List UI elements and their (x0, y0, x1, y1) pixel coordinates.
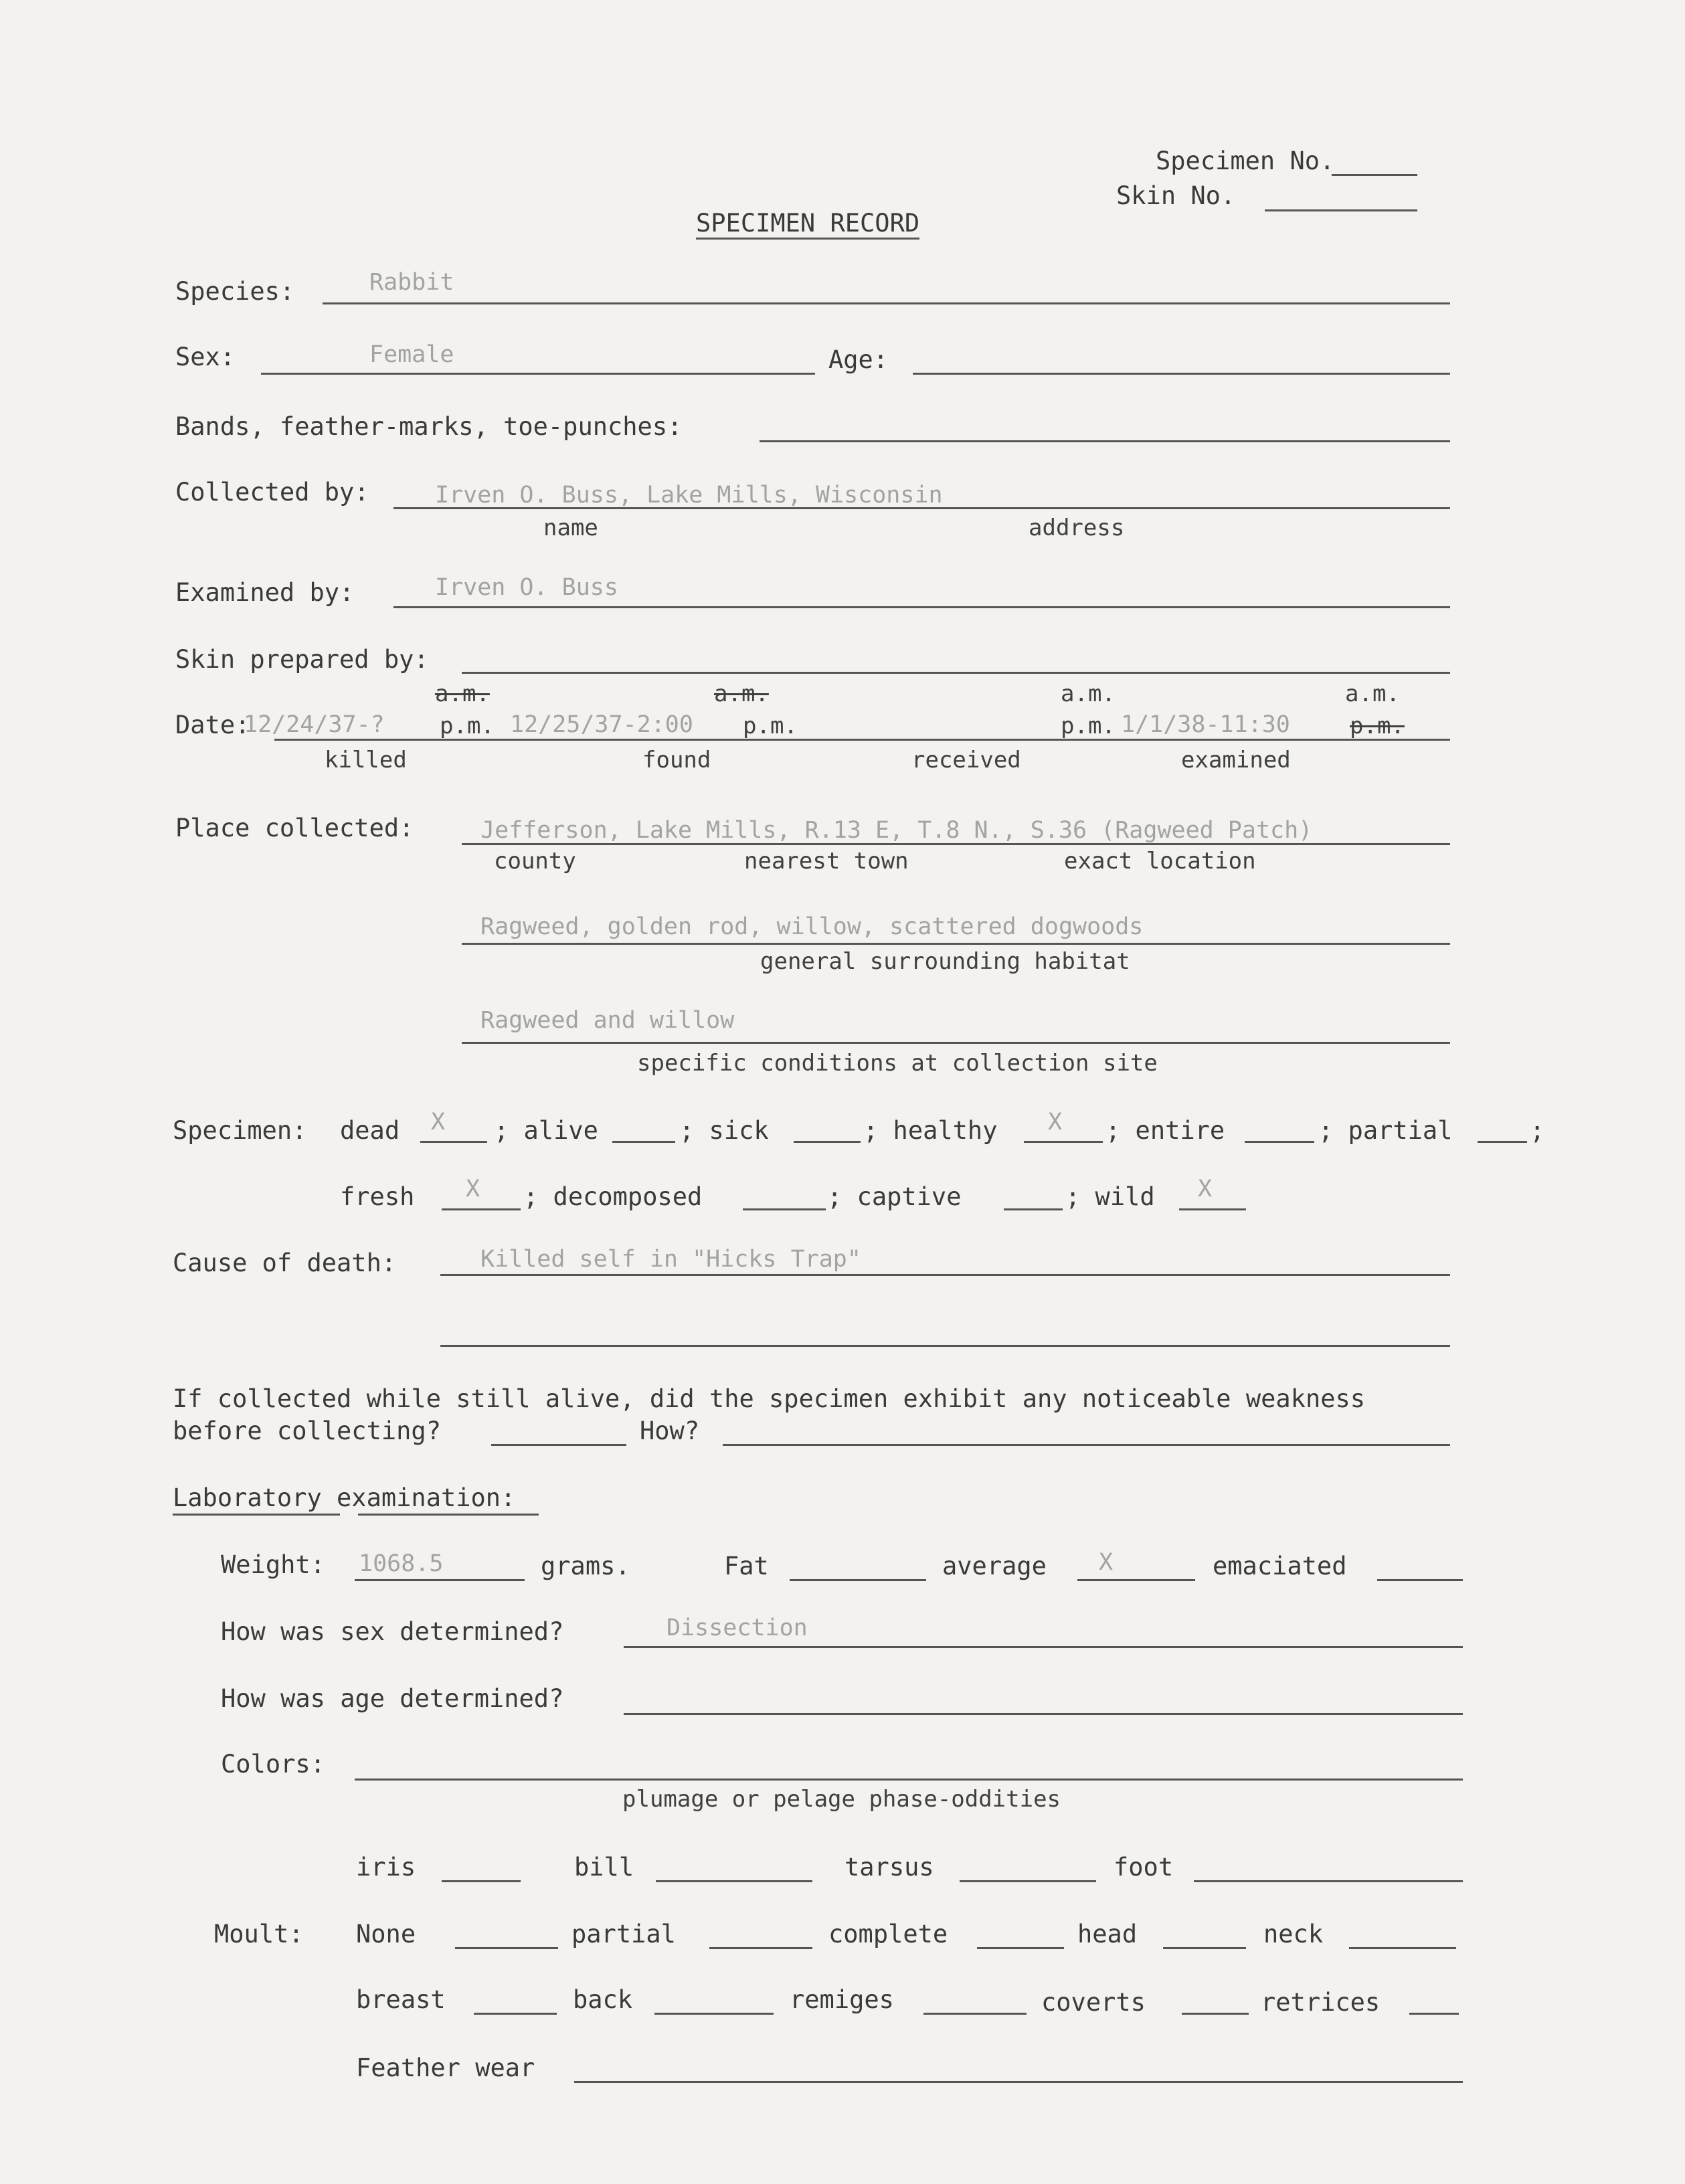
moult-neck-label: neck (1263, 1920, 1324, 1948)
moult-neck-line[interactable] (1349, 1947, 1456, 1949)
date-sub-found: found (642, 747, 711, 774)
moult-remiges-line[interactable] (923, 2013, 1027, 2015)
alive-question-line2: before collecting? (173, 1417, 441, 1445)
page-title: SPECIMEN RECORD (696, 211, 919, 240)
feather-wear-label: Feather wear (356, 2054, 535, 2082)
tarsus-line[interactable] (960, 1880, 1096, 1882)
tarsus-label: tarsus (845, 1853, 934, 1882)
place-sub-town: nearest town (744, 848, 909, 875)
moult-label: Moult: (214, 1920, 304, 1948)
moult-breast-label: breast (356, 1985, 446, 2014)
average-label: average (942, 1552, 1047, 1580)
bands-label: Bands, feather-marks, toe-punches: (175, 412, 683, 441)
received-pm: p.m. (1061, 713, 1116, 739)
moult-coverts-label: coverts (1041, 1988, 1146, 2017)
lab-title-underline-1 (173, 1514, 340, 1516)
species-label: Species: (175, 277, 295, 306)
moult-retrices-line[interactable] (1409, 2013, 1459, 2015)
fat-label: Fat (724, 1552, 769, 1580)
foot-label: foot (1114, 1853, 1174, 1882)
collected-value: Irven O. Buss, Lake Mills, Wisconsin (435, 482, 943, 509)
specimen-no-label: Specimen No. (1156, 147, 1335, 175)
feather-wear-line[interactable] (574, 2081, 1463, 2083)
moult-head-line[interactable] (1163, 1947, 1246, 1949)
weight-label: Weight: (221, 1550, 325, 1579)
moult-coverts-line[interactable] (1182, 2013, 1249, 2015)
sex-label: Sex: (175, 343, 236, 371)
emaciated-line[interactable] (1377, 1579, 1463, 1581)
conditions-value: Ragweed and willow (480, 1007, 735, 1034)
wild-value: X (1198, 1176, 1213, 1202)
fresh-line[interactable] (442, 1208, 521, 1210)
weight-value: 1068.5 (359, 1550, 444, 1577)
place-sub-county: county (494, 848, 576, 875)
weight-line[interactable] (355, 1579, 525, 1581)
moult-none-line[interactable] (455, 1947, 558, 1949)
fat-line[interactable] (790, 1579, 926, 1581)
collected-sub-name: name (543, 515, 598, 541)
moult-back-line[interactable] (654, 2013, 774, 2015)
moult-partial-label: partial (571, 1920, 676, 1948)
place-value: Jefferson, Lake Mills, R.13 E, T.8 N., S.36 (Ragweed Patch) (480, 817, 1313, 844)
date-label: Date: (175, 711, 250, 739)
date-sub-examined: examined (1181, 747, 1291, 774)
alive-question-answer-line[interactable] (491, 1444, 626, 1446)
sick-line[interactable] (794, 1141, 861, 1143)
date-sub-killed: killed (325, 747, 407, 774)
specimen-label: Specimen: (173, 1116, 307, 1145)
place-sub-location: exact location (1064, 848, 1256, 875)
alive-line[interactable] (612, 1141, 675, 1143)
emaciated-label: emaciated (1213, 1552, 1347, 1580)
found-pm: p.m. (743, 713, 798, 739)
received-am: a.m. (1061, 680, 1116, 707)
alive-label: ; alive (494, 1116, 598, 1145)
date-sub-received: received (911, 747, 1021, 774)
collected-sub-address: address (1029, 515, 1125, 541)
fresh-value: X (466, 1176, 480, 1202)
habitat-label: general surrounding habitat (760, 948, 1130, 975)
moult-none-label: None (356, 1920, 416, 1948)
how-label: How? (640, 1417, 700, 1445)
healthy-line[interactable] (1024, 1141, 1103, 1143)
species-line[interactable] (323, 302, 1450, 304)
collected-line[interactable] (393, 507, 1450, 509)
partial-line[interactable] (1478, 1141, 1527, 1143)
found-value: 12/25/37-2:00 (510, 711, 693, 738)
examined-am: a.m. (1345, 680, 1400, 707)
killed-am: a.m. (435, 680, 490, 707)
place-line[interactable] (462, 843, 1450, 845)
date-line[interactable] (274, 739, 1450, 741)
habitat-line[interactable] (462, 943, 1450, 945)
captive-line[interactable] (1004, 1208, 1063, 1210)
average-value: X (1099, 1549, 1114, 1576)
killed-pm: p.m. (440, 713, 495, 739)
place-label: Place collected: (175, 814, 414, 842)
species-value: Rabbit (369, 269, 454, 296)
dead-value: X (431, 1109, 446, 1135)
foot-line[interactable] (1194, 1880, 1463, 1882)
death-line-1[interactable] (440, 1274, 1450, 1276)
bill-label: bill (574, 1853, 634, 1882)
moult-head-label: head (1077, 1920, 1138, 1948)
age-determined-label: How was age determined? (221, 1684, 564, 1713)
age-line[interactable] (913, 373, 1450, 375)
sex-determined-line[interactable] (624, 1646, 1463, 1648)
skin-prepared-label: Skin prepared by: (175, 645, 429, 674)
grams-label: grams. (541, 1552, 630, 1580)
partial-semicolon: ; (1530, 1116, 1545, 1145)
healthy-value: X (1048, 1109, 1063, 1135)
bands-line[interactable] (760, 440, 1450, 442)
age-determined-line[interactable] (624, 1713, 1463, 1715)
moult-breast-line[interactable] (474, 2013, 557, 2015)
entire-label: ; entire (1105, 1116, 1225, 1145)
age-label: Age: (828, 345, 889, 374)
alive-question-line1: If collected while still alive, did the specimen exhibit any noticeable weakness (173, 1384, 1366, 1413)
collected-label: Collected by: (175, 478, 369, 507)
sex-line[interactable] (261, 373, 815, 375)
death-label: Cause of death: (173, 1249, 397, 1277)
colors-line[interactable] (355, 1779, 1463, 1781)
habitat-value: Ragweed, golden rod, willow, scattered dogwoods (480, 913, 1144, 940)
decomposed-label: ; decomposed (523, 1182, 703, 1211)
moult-complete-line[interactable] (977, 1947, 1064, 1949)
captive-label: ; captive (827, 1182, 962, 1211)
examined-line[interactable] (393, 606, 1450, 608)
iris-label: iris (356, 1853, 416, 1882)
partial-label: ; partial (1318, 1116, 1453, 1145)
specimen-no-line[interactable] (1332, 174, 1417, 176)
moult-remiges-label: remiges (790, 1985, 894, 2014)
examined-pm: p.m. (1350, 713, 1405, 739)
sex-value: Female (369, 341, 454, 368)
examined-label: Examined by: (175, 578, 355, 607)
wild-label: ; wild (1065, 1182, 1155, 1211)
skin-no-label: Skin No. (1116, 181, 1236, 210)
decomposed-line[interactable] (743, 1208, 826, 1210)
iris-line[interactable] (442, 1880, 521, 1882)
lab-title: Laboratory examination: (173, 1483, 516, 1512)
sex-determined-label: How was sex determined? (221, 1617, 564, 1646)
colors-label: Colors: (221, 1750, 325, 1779)
lab-title-underline-2 (358, 1514, 539, 1516)
received-value: 1/1/38-11:30 (1121, 711, 1290, 738)
death-value: Killed self in "Hicks Trap" (480, 1246, 861, 1273)
healthy-label: ; healthy (863, 1116, 998, 1145)
average-line[interactable] (1077, 1579, 1195, 1581)
death-line-2[interactable] (440, 1345, 1450, 1347)
moult-complete-label: complete (828, 1920, 948, 1948)
fresh-label: fresh (340, 1182, 415, 1211)
skin-no-line[interactable] (1265, 209, 1417, 211)
plumage-label: plumage or pelage phase-oddities (622, 1786, 1061, 1813)
moult-partial-line[interactable] (709, 1947, 812, 1949)
sick-label: ; sick (679, 1116, 769, 1145)
moult-back-label: back (573, 1985, 633, 2014)
killed-value: 12/24/37-? (244, 711, 385, 738)
dead-label: dead (340, 1116, 400, 1145)
examined-value: Irven O. Buss (435, 574, 618, 601)
sex-determined-value: Dissection (667, 1615, 808, 1641)
conditions-label: specific conditions at collection site (637, 1050, 1158, 1077)
found-am: a.m. (714, 680, 769, 707)
how-line[interactable] (723, 1444, 1450, 1446)
conditions-line[interactable] (462, 1042, 1450, 1044)
bill-line[interactable] (656, 1880, 812, 1882)
skin-prepared-line[interactable] (462, 672, 1450, 674)
wild-line[interactable] (1179, 1208, 1246, 1210)
entire-line[interactable] (1245, 1141, 1314, 1143)
dead-line[interactable] (420, 1141, 487, 1143)
moult-retrices-label: retrices (1261, 1988, 1381, 2017)
